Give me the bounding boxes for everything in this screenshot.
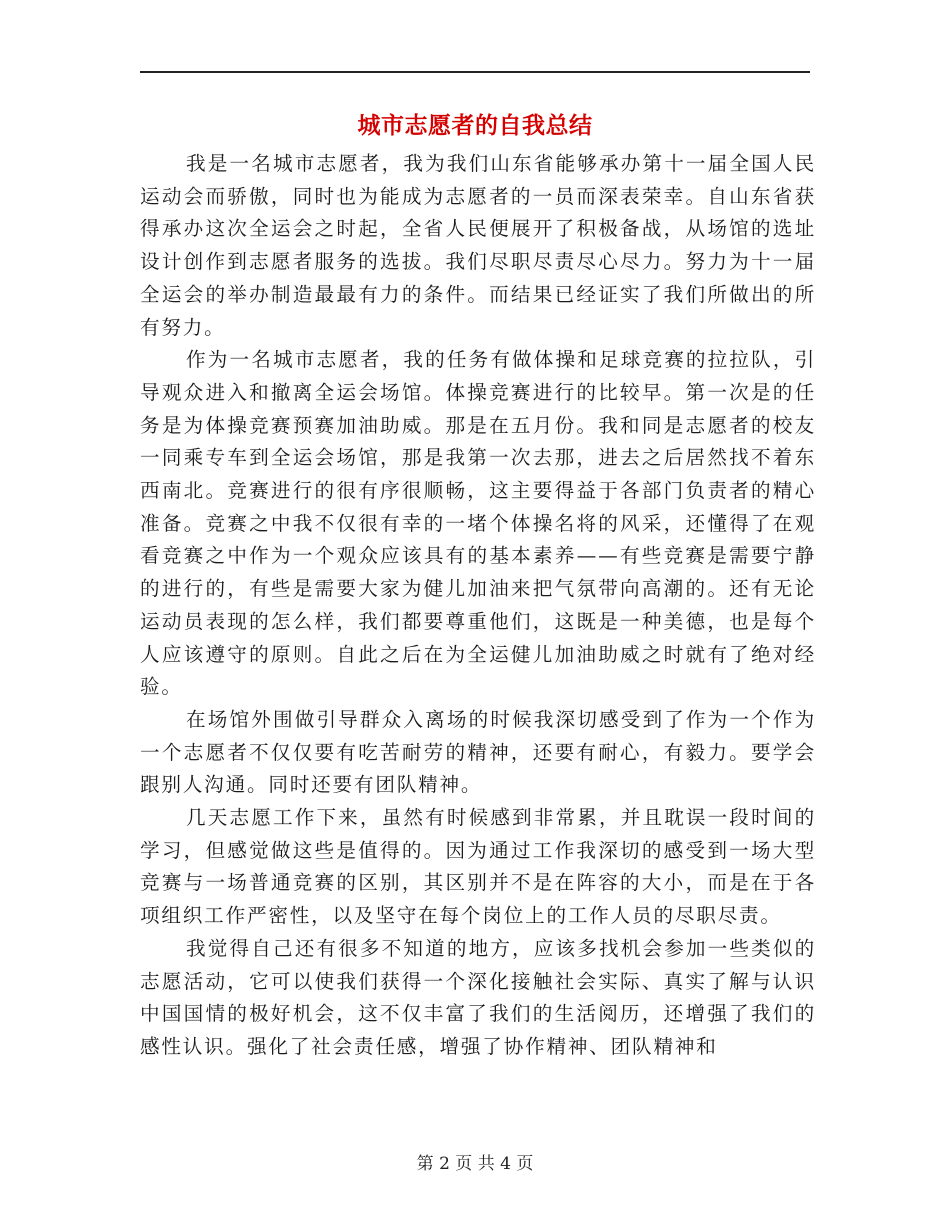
header-rule	[140, 71, 810, 73]
body-paragraph: 作为一名城市志愿者，我的任务有做体操和足球竞赛的拉拉队，引导观众进入和撤离全运会场馆。体操竞赛进行的比较早。第一次是的任务是为体操竞赛预赛加油助威。那是在五月份。我和同是志愿者的校友一同乘专车到全运会场馆，那是我第一次去那，进去之后居然找不着东西南北。竞赛进行的很有序很顺畅，这主要得益于各部门负责者的精心准备。竞赛之中我不仅很有幸的一堵个体操名将的风采，还懂得了在观看竞赛之中作为一个观众应该具有的基本素养——有些竞赛是需要宁静的进行的，有些是需要大家为健儿加油来把气氛带向高潮的。还有无论运动员表现的怎么样，我们都要尊重他们，这既是一种美德，也是每个人应该遵守的原则。自此之后在为全运健儿加油助威之时就有了绝对经验。	[140, 348, 816, 699]
document-title: 城市志愿者的自我总结	[357, 112, 593, 139]
body-paragraph: 我觉得自己还有很多不知道的地方，应该多找机会参加一些类似的志愿活动，它可以使我们获得一个深化接触社会实际、真实了解与认识中国国情的极好机会，这不仅丰富了我们的生活阅历，还增强了我们的感性认识。强化了社会责任感，增强了协作精神、团队精神和	[140, 936, 816, 1058]
document-body	[140, 148, 816, 1064]
body-paragraph: 我是一名城市志愿者，我为我们山东省能够承办第十一届全国人民运动会而骄傲，同时也为能成为志愿者的一员而深表荣幸。自山东省获得承办这次全运会之时起，全省人民便展开了积极备战，从场馆的选址设计创作到志愿者服务的选拔。我们尽职尽责尽心尽力。努力为十一届全运会的举办制造最最有力的条件。而结果已经证实了我们所做出的所有努力。	[140, 152, 816, 339]
body-paragraph: 在场馆外围做引导群众入离场的时候我深切感受到了作为一个作为一个志愿者不仅仅要有吃苦耐劳的精神，还要有耐心，有毅力。要学会跟别人沟通。同时还要有团队精神。	[140, 707, 816, 797]
page-number-footer: 第 2 页 共 4 页	[416, 1154, 534, 1174]
body-paragraph: 几天志愿工作下来，虽然有时候感到非常累，并且耽误一段时间的学习，但感觉做这些是值得的。因为通过工作我深切的感受到一场大型竞赛与一场普通竞赛的区别，其区别并不是在阵容的大小，而是在于各项组织工作严密性，以及坚守在每个岗位上的工作人员的尽职尽责。	[140, 806, 816, 928]
